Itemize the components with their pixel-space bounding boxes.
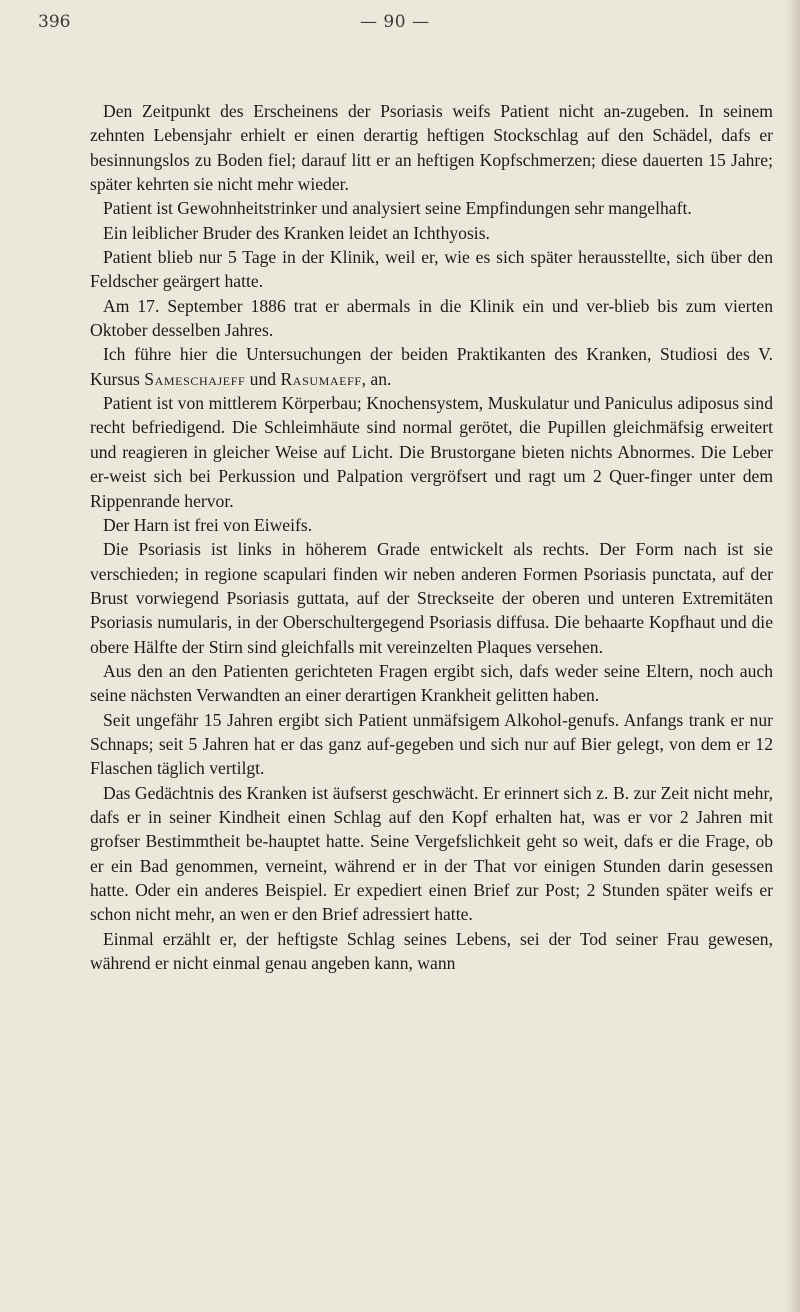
paragraph: Aus den an den Patienten gerichteten Fragen ergibt sich, dafs weder seine Eltern, noch auch seine nächsten Verwandten an einer derartigen Krankheit gelitten haben. — [90, 660, 773, 706]
paragraph: Patient blieb nur 5 Tage in der Klinik, weil er, wie es sich später herausstellte, sich über den Feldscher geärgert hatte. — [90, 247, 773, 292]
page-edge-shadow — [786, 0, 800, 1312]
body-text — [90, 99, 773, 975]
paragraph: Der Harn ist frei von Eiweifs. — [103, 514, 313, 535]
paragraph: Am 17. September 1886 trat er abermals in die Klinik ein und ver-blieb bis zum vierten Oktober desselben Jahres. — [90, 295, 773, 341]
paragraph-with-names — [90, 342, 773, 391]
student-name-2: Rasumaeff — [280, 368, 362, 389]
page-number: 396 — [38, 12, 71, 32]
paragraph: Das Gedächtnis des Kranken ist äufserst geschwächt. Er erinnert sich z. B. zur Zeit nicht mehr, dafs er in seiner Kindheit einen Schlag auf den Kopf erhalten hat, was er vor 2 Jahren mit grofser Bestimmtheit be-hauptet hatte. Seine Vergefslichkeit geht so weit, dafs er die Frage, ob er ein Bad genommen, verneint, während er in der That vor einigen Stunden darin gesessen hatte. Oder ein anderes Beispiel. Er expediert einen Brief zur Post; 2 Stunden später weifs er schon nicht mehr, an wen er den Brief adressiert hatte. — [90, 782, 773, 925]
paragraph: Ein leiblicher Bruder des Kranken leidet an Ichthyosis. — [103, 222, 490, 243]
paragraph-text: und — [245, 368, 281, 389]
paragraph: Den Zeitpunkt des Erscheinens der Psoriasis weifs Patient nicht an-zugeben. In seinem zehnten Lebensjahr erhielt er einen derartig heftigen Stockschlag auf den Schädel, dafs er besinnungslos zu Boden fiel; darauf litt er an heftigen Kopfschmerzen; diese dauerten 15 Jahre; später kehrten sie nicht mehr wieder. — [90, 101, 773, 195]
paragraph: Die Psoriasis ist links in höherem Grade entwickelt als rechts. Der Form nach ist sie verschieden; in regione scapulari finden wir neben anderen Formen Psoriasis punctata, auf der Brust vorwiegend Psoriasis guttata, auf der Streckseite der oberen und unteren Extremitäten Psoriasis numularis, in der Oberschultergegend Psoriasis diffusa. Die behaarte Kopfhaut und die obere Hälfte der Stirn sind gleichfalls mit vereinzelten Plaques versehen. — [90, 539, 773, 657]
paragraph: Patient ist Gewohnheitstrinker und analysiert seine Empfindungen sehr mangelhaft. — [103, 198, 692, 219]
paragraph-text: , an. — [361, 368, 392, 389]
paragraph: Patient ist von mittlerem Körperbau; Knochensystem, Muskulatur und Paniculus adiposus sind recht befriedigend. Die Schleimhäute sind normal gerötet, die Pupillen gleichmäfsig erweitert und reagieren in gleicher Weise auf Licht. Die Brustorgane bieten nichts Abnormes. Die Leber er-weist sich bei Perkussion und Palpation vergröfsert und ragt um 2 Quer-finger unter dem Rippenrande hervor. — [90, 393, 773, 511]
page-header — [38, 12, 738, 42]
inner-page-number: — 90 — — [360, 12, 430, 32]
paragraph-text: Ich führe hier die Untersuchungen der beiden Praktikanten des Kranken, Studiosi des V. Kursus — [90, 344, 773, 389]
paragraph: Seit ungefähr 15 Jahren ergibt sich Patient unmäfsigem Alkohol-genufs. Anfangs trank er nur Schnaps; seit 5 Jahren hat er das ganz auf-gegeben und sich nur auf Bier gelegt, von dem er 12 Flaschen täglich vertilgt. — [90, 709, 773, 779]
student-name-1: Sameschajeff — [144, 368, 246, 389]
paragraph: Einmal erzählt er, der heftigste Schlag seines Lebens, sei der Tod seiner Frau gewesen, während er nicht einmal genau angeben kann, wann — [90, 928, 773, 974]
